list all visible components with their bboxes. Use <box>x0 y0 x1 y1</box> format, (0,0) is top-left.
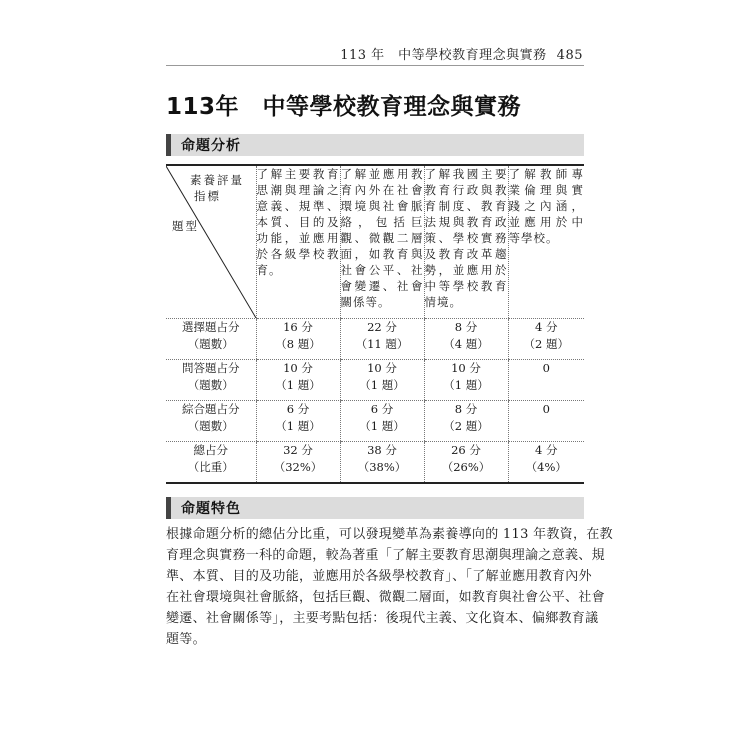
column-header-line: 及教育改革趨 <box>424 247 508 261</box>
column-header-line: 育制度、教育 <box>424 199 508 213</box>
running-header <box>340 44 583 63</box>
table-cell <box>508 442 584 484</box>
column-header-line: 會變遷、社會 <box>340 279 424 293</box>
column-header-line: 業倫理與實 <box>508 183 584 197</box>
column-header-line: 育。 <box>256 263 282 277</box>
section-heading-analysis <box>166 134 584 156</box>
row-label <box>166 360 256 401</box>
row-label <box>166 442 256 484</box>
column-header-line: 了解我國主要 <box>424 167 508 181</box>
cell-value: 10 分 <box>283 361 313 375</box>
column-header-line: 關係等。 <box>340 295 391 309</box>
column-header-line: 勢，並應用於 <box>424 263 508 277</box>
cell-value: 0 <box>542 402 550 416</box>
table-row <box>166 401 584 442</box>
column-header-line: 意義、規準、 <box>256 199 340 213</box>
column-header-line: 教育行政與教 <box>424 183 508 197</box>
column-header-line: 了解主要教育 <box>256 167 340 181</box>
paragraph-line: 育理念與實務一科的命題，較為著重「了解主要教育思潮與理論之意義、規 <box>166 548 605 563</box>
table-cell <box>256 442 340 484</box>
cell-value: （1 題） <box>443 378 489 392</box>
section-marker <box>166 497 171 519</box>
page-number: 485 <box>556 48 583 63</box>
cell-value: （4%） <box>525 460 567 474</box>
cell-value: 8 分 <box>454 402 478 416</box>
table-header-row <box>166 165 584 319</box>
table-cell <box>424 401 508 442</box>
column-header-line: 環境與社會脈 <box>340 199 424 213</box>
cell-value: 8 分 <box>454 320 478 334</box>
cell-value: 6 分 <box>286 402 310 416</box>
cell-value: 6 分 <box>370 402 394 416</box>
cell-value: （38%） <box>357 460 407 474</box>
column-header-line: 策、學校實務 <box>424 231 508 245</box>
cell-value: （4 題） <box>443 337 489 351</box>
column-header-line: 並應用於中 <box>508 215 584 229</box>
running-title: 113 年 中等學校教育理念與實務 <box>340 48 547 63</box>
table-cell <box>424 319 508 360</box>
paragraph-line: 根據命題分析的總佔分比重，可以發現變革為素養導向的 113 年教資，在教 <box>166 527 613 542</box>
section-title: 命題特色 <box>181 501 241 517</box>
table-cell <box>256 360 340 401</box>
row-label-line: （題數） <box>187 378 234 392</box>
body-paragraph <box>166 524 613 650</box>
table-cell <box>340 442 424 484</box>
header-rule <box>166 65 584 66</box>
column-header-line: 中等學校教育 <box>424 279 508 293</box>
column-header-line: 踐之內涵， <box>508 199 584 213</box>
cell-value: （1 題） <box>359 419 405 433</box>
table-cell <box>340 401 424 442</box>
column-header-line: 於各級學校教 <box>256 247 340 261</box>
table-cell <box>340 319 424 360</box>
column-header-1 <box>256 165 340 319</box>
paragraph-line: 變遷、社會關係等」，主要考點包括：後現代主義、文化資本、偏鄉教育議 <box>166 611 599 626</box>
cell-value: （2 題） <box>443 419 489 433</box>
table-cell <box>508 319 584 360</box>
cell-value: （1 題） <box>275 419 321 433</box>
column-header-line: 觀、微觀二層 <box>340 231 424 245</box>
column-header-line: 功能，並應用 <box>256 231 340 245</box>
paragraph-line: 準、本質、目的及功能，並應用於各級學校教育」、「了解並應用教育內外 <box>166 569 592 584</box>
cell-value: 22 分 <box>367 320 397 334</box>
table-cell <box>424 360 508 401</box>
column-header-line: 面，如教育與 <box>340 247 424 261</box>
section-heading-features <box>166 497 584 519</box>
cell-value: 10 分 <box>367 361 397 375</box>
cell-value: 4 分 <box>535 443 558 457</box>
column-header-line: 絡，包括巨 <box>340 215 424 229</box>
column-header-2 <box>340 165 424 319</box>
row-label-line: 綜合題占分 <box>182 402 240 416</box>
row-label-line: 選擇題占分 <box>182 320 240 334</box>
row-label-line: （題數） <box>187 337 234 351</box>
column-header-line: 本質、目的及 <box>256 215 340 229</box>
corner-label-left: 題型 <box>172 219 199 233</box>
table-cell <box>256 319 340 360</box>
paragraph-line: 題等。 <box>166 632 206 647</box>
paragraph-line: 在社會環境與社會脈絡，包括巨觀、微觀二層面，如教育與社會公平、社會 <box>166 590 605 605</box>
column-header-line: 情境。 <box>424 295 462 309</box>
row-label-line: 問答題占分 <box>182 361 240 375</box>
column-header-line: 了解並應用教 <box>340 167 424 181</box>
row-label-line: 總占分 <box>193 443 228 457</box>
row-label <box>166 401 256 442</box>
cell-value: （26%） <box>441 460 491 474</box>
cell-value: （1 題） <box>275 378 321 392</box>
row-label-line: （題數） <box>187 419 234 433</box>
corner-label-top2: 指標 <box>194 189 221 203</box>
cell-value: （8 題） <box>275 337 321 351</box>
analysis-table <box>166 164 584 484</box>
cell-value: 26 分 <box>451 443 481 457</box>
table-cell <box>256 401 340 442</box>
row-label-line: （比重） <box>187 460 234 474</box>
table-row <box>166 442 584 484</box>
column-header-line: 了解教師專 <box>508 167 584 181</box>
table-row <box>166 360 584 401</box>
table-cell <box>508 401 584 442</box>
column-header-line: 社會公平、社 <box>340 263 424 277</box>
cell-value: 10 分 <box>451 361 481 375</box>
cell-value: （1 題） <box>359 378 405 392</box>
table-cell <box>508 360 584 401</box>
section-marker <box>166 134 171 156</box>
column-header-line: 法規與教育政 <box>424 215 508 229</box>
column-header-line: 等學校。 <box>508 231 559 245</box>
cell-value: （2 題） <box>523 337 569 351</box>
column-header-line: 育內外在社會 <box>340 183 424 197</box>
page-title: 113年 中等學校教育理念與實務 <box>166 94 522 120</box>
corner-label-top: 素養評量 <box>190 173 244 187</box>
table-cell <box>340 360 424 401</box>
row-label <box>166 319 256 360</box>
cell-value: 0 <box>542 361 550 375</box>
section-title: 命題分析 <box>181 138 241 154</box>
cell-value: 32 分 <box>283 443 313 457</box>
column-header-3 <box>424 165 508 319</box>
cell-value: （11 題） <box>355 337 409 351</box>
cell-value: （32%） <box>273 460 323 474</box>
table-row <box>166 319 584 360</box>
table-corner-cell <box>166 165 256 319</box>
column-header-4 <box>508 165 584 319</box>
column-header-line: 思潮與理論之 <box>256 183 340 197</box>
table-cell <box>424 442 508 484</box>
cell-value: 16 分 <box>283 320 313 334</box>
cell-value: 4 分 <box>535 320 558 334</box>
cell-value: 38 分 <box>367 443 397 457</box>
